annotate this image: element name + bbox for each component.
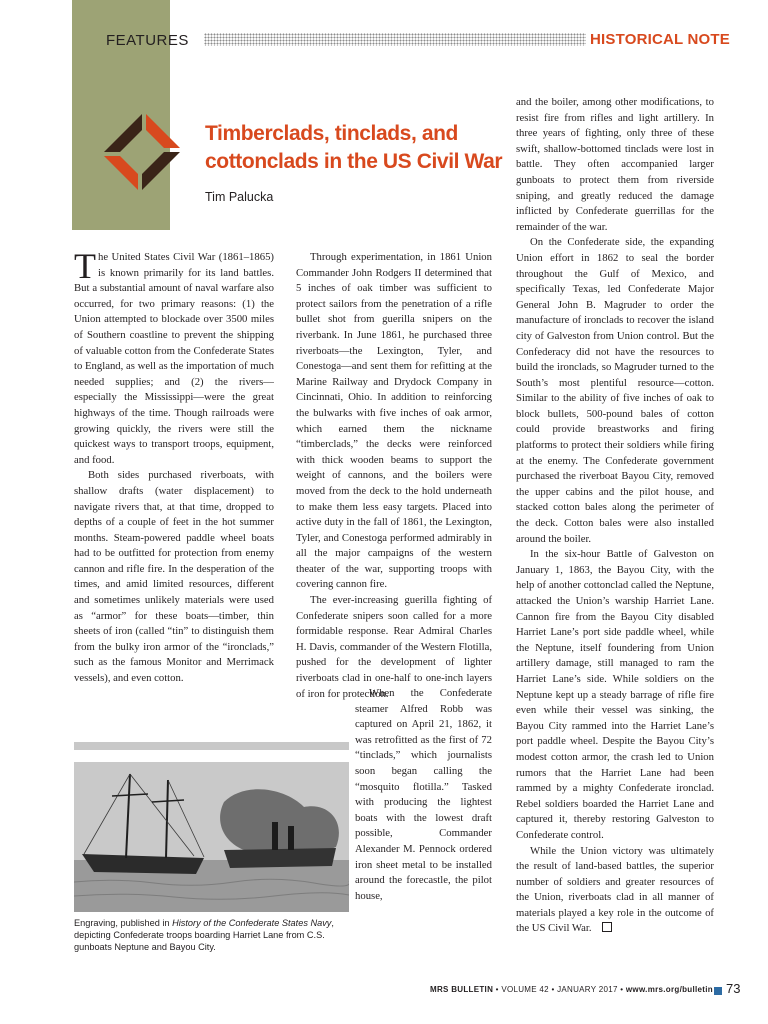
caption-text: , depicting Confederate troops boarding Harriet Lane from C.S. gunboats Neptune and Bayou City. <box>74 918 334 952</box>
paragraph: Through experimentation, in 1861 Union Commander John Rodgers II determined that 5 inches of oak timber was sufficient to protect sailors from the penetration of a rifle bullet shot from guerilla snipers on the riverbank. In June 1861, he purchased three riverboats—the Lexington, Tyler, and Conestoga—and sent them for refitting at the Marine Railway and Drydock Company in Cincinnati, Ohio. In addition to reinforcing the bulwarks with five inches of oak armor, which earned them the nickname “timberclads,” the decks were reinforced with thick wooden beams to support the weight of cannons, and the boilers were moved from the deck to the hold underneath to make them less easy targets. Placed into active duty in the fall of 1861, the Lexington, Tyler, and Conestoga performed admirably in all the major campaigns of the western theater of the war, supporting troops with covering cannon fire. <box>296 251 492 591</box>
end-mark-icon <box>602 922 612 932</box>
smokestack <box>288 826 294 850</box>
figure-rule <box>74 742 349 750</box>
logo-segment-bottom-right <box>142 152 180 190</box>
section-label-features: FEATURES <box>106 32 189 49</box>
footer-separator: • <box>548 985 558 994</box>
column-1 <box>74 246 274 687</box>
engraving-illustration <box>74 762 349 912</box>
smokestack <box>272 822 278 850</box>
footer-separator: • <box>493 985 502 994</box>
paragraph: On the Confederate side, the expanding Union effort in 1862 to seal the border throughout the Gulf of Mexico, and specifically Texas, led Confederate Major General John B. Magruder to order the manufacture of ironclads to recover the island city of Galveston from Union control. But the Confederacy did not have the resources to build the ironclads, so Magruder turned to the South’s most plentiful resource—cotton. Similar to the ability of five inches of oak to block bullets, 500-pound bales of cotton could provide breastworks and firing platforms to protect their soldiers while firing at the enemy. The Confederate government purchased the riverboat Bayou City, removed the upper cabins and the pilot house, and stacked cotton bales along the perimeter of the deck. Cotton bales were also installed around the boiler. <box>516 236 714 545</box>
column-3 <box>516 95 714 937</box>
drop-cap: T <box>74 246 96 286</box>
article-title: Timberclads, tinclads, and cottonclads in the US Civil War <box>205 122 503 173</box>
ship-hull-right <box>224 848 336 868</box>
footer-volume: VOLUME 42 <box>501 985 549 994</box>
paragraph: and the boiler, among other modifications, to resist fire from rifles and light artillery. In three years of fighting, only three of these swift, shallow-bottomed tinclads were lost in battle. They often accompanied larger gunboats to protect them from riverside sniping, and greatly reduced the damage inflicted by Confederate guerrillas for the remainder of the war. <box>516 96 714 233</box>
paragraph: The ever-increasing guerilla fighting of Confederate snipers soon called for a more formidable response. Rear Admiral Charles H. Davis, commander of the Western Flotilla, pushed for the development of lighter riverboats clad in one-half to one-inch layers of iron for protection. <box>296 594 492 700</box>
paragraph-text: he United States Civil War (1861–1865) is known primarily for its land battles. But a substantial amount of naval warfare also occurred, for two primary reasons: (1) the Union attempted to blockade over 3500 miles of Southern coastline to prevent the shipping of valuable cotton from the Confederate States to England, as well as the importation of much needed supplies; and (2) the rivers—especially the Mississippi—were the great highways of the time. Though railroads were growing quickly, the rivers were still the quickest ways to transport troops, equipment, and food. <box>74 251 274 466</box>
logo-segment-top-left <box>104 114 142 152</box>
footer-separator: • <box>617 985 626 994</box>
footer-date: JANUARY 2017 <box>557 985 618 994</box>
logo-segment-top-right <box>146 114 180 148</box>
paragraph: In the six-hour Battle of Galveston on January 1, 1863, the Bayou City, with the help of another cottonclad called the Neptune, attacked the Union’s warship Harriet Lane. Cannon fire from the Bayou City disabled Harriet Lane’s port side paddle wheel, while the Neptune, itself foundering from Union artillery damage, still managed to ram the Harriet Lane’s side. While soldiers on the Neptune kept up a steady barrage of rifle fire even while their vessel was sinking, the Bayou City rammed into the Harriet Lane’s port paddle wheel. Despite the Bayou City’s modest cotton armor, the crash led to Union rumors that the Harriet Lane had been rammed by a mighty Confederate ironclad. Rebel soldiers boarded the Harriet Lane and captured it, thereby restoring Galveston to Confederate control. <box>516 548 714 841</box>
page-footer <box>430 985 713 994</box>
column-2 <box>296 250 492 702</box>
footer-journal: MRS BULLETIN <box>430 985 494 994</box>
caption-book-title: History of the Confederate States Navy <box>172 918 332 928</box>
footer-url-link[interactable]: www.mrs.org/bulletin <box>625 985 713 994</box>
historical-note-logo <box>98 108 186 196</box>
engraving-image <box>74 762 349 912</box>
article-author: Tim Palucka <box>205 190 274 204</box>
paragraph: When the Confederate steamer Alfred Robb was captured on April 21, 1862, it was retrofitted as the first of 72 “tinclads,” which journalists soon began calling the “mosquito flotilla.” Tasked with producing the lightest boats with the lowest draft possible, Commander Alexander M. Pennock ordered iron sheet metal to be installed around the forecastle, the pilot house, <box>355 687 492 902</box>
paragraph <box>516 844 714 938</box>
paragraph <box>74 246 274 468</box>
dotted-rule <box>204 33 586 46</box>
caption-text: Engraving, published in <box>74 918 173 928</box>
figure-caption <box>74 917 349 953</box>
paragraph-text: While the Union victory was ultimately the result of land-based battles, the superior number of soldiers and greater resources of the Union, riverboats clad in all manner of materials played a key role in the outcome of the US Civil War. <box>516 844 714 935</box>
footer-square-icon <box>714 987 722 995</box>
section-label-historical-note: HISTORICAL NOTE <box>590 31 730 48</box>
paragraph: Both sides purchased riverboats, with shallow drafts (water displacement) to navigate rivers that, at that time, dropped to depths of a couple of feet in the hot summer months. Steam-powered paddle wheel boats had to be outfitted for protection from enemy cannon and rifle fire. In the desperation of the times, and amid limited resources, different and sometimes unlikely materials were used as “armor” for these boats—timber, thin sheets of iron (called “tin” to distinguish them from the bulky iron armor of the “ironclads,” such as the famous Monitor and Merrimack vessels), and even cotton. <box>74 469 274 685</box>
column-2-continued <box>355 686 492 904</box>
logo-segment-bottom-left <box>104 156 138 190</box>
page-number: 73 <box>726 981 741 996</box>
